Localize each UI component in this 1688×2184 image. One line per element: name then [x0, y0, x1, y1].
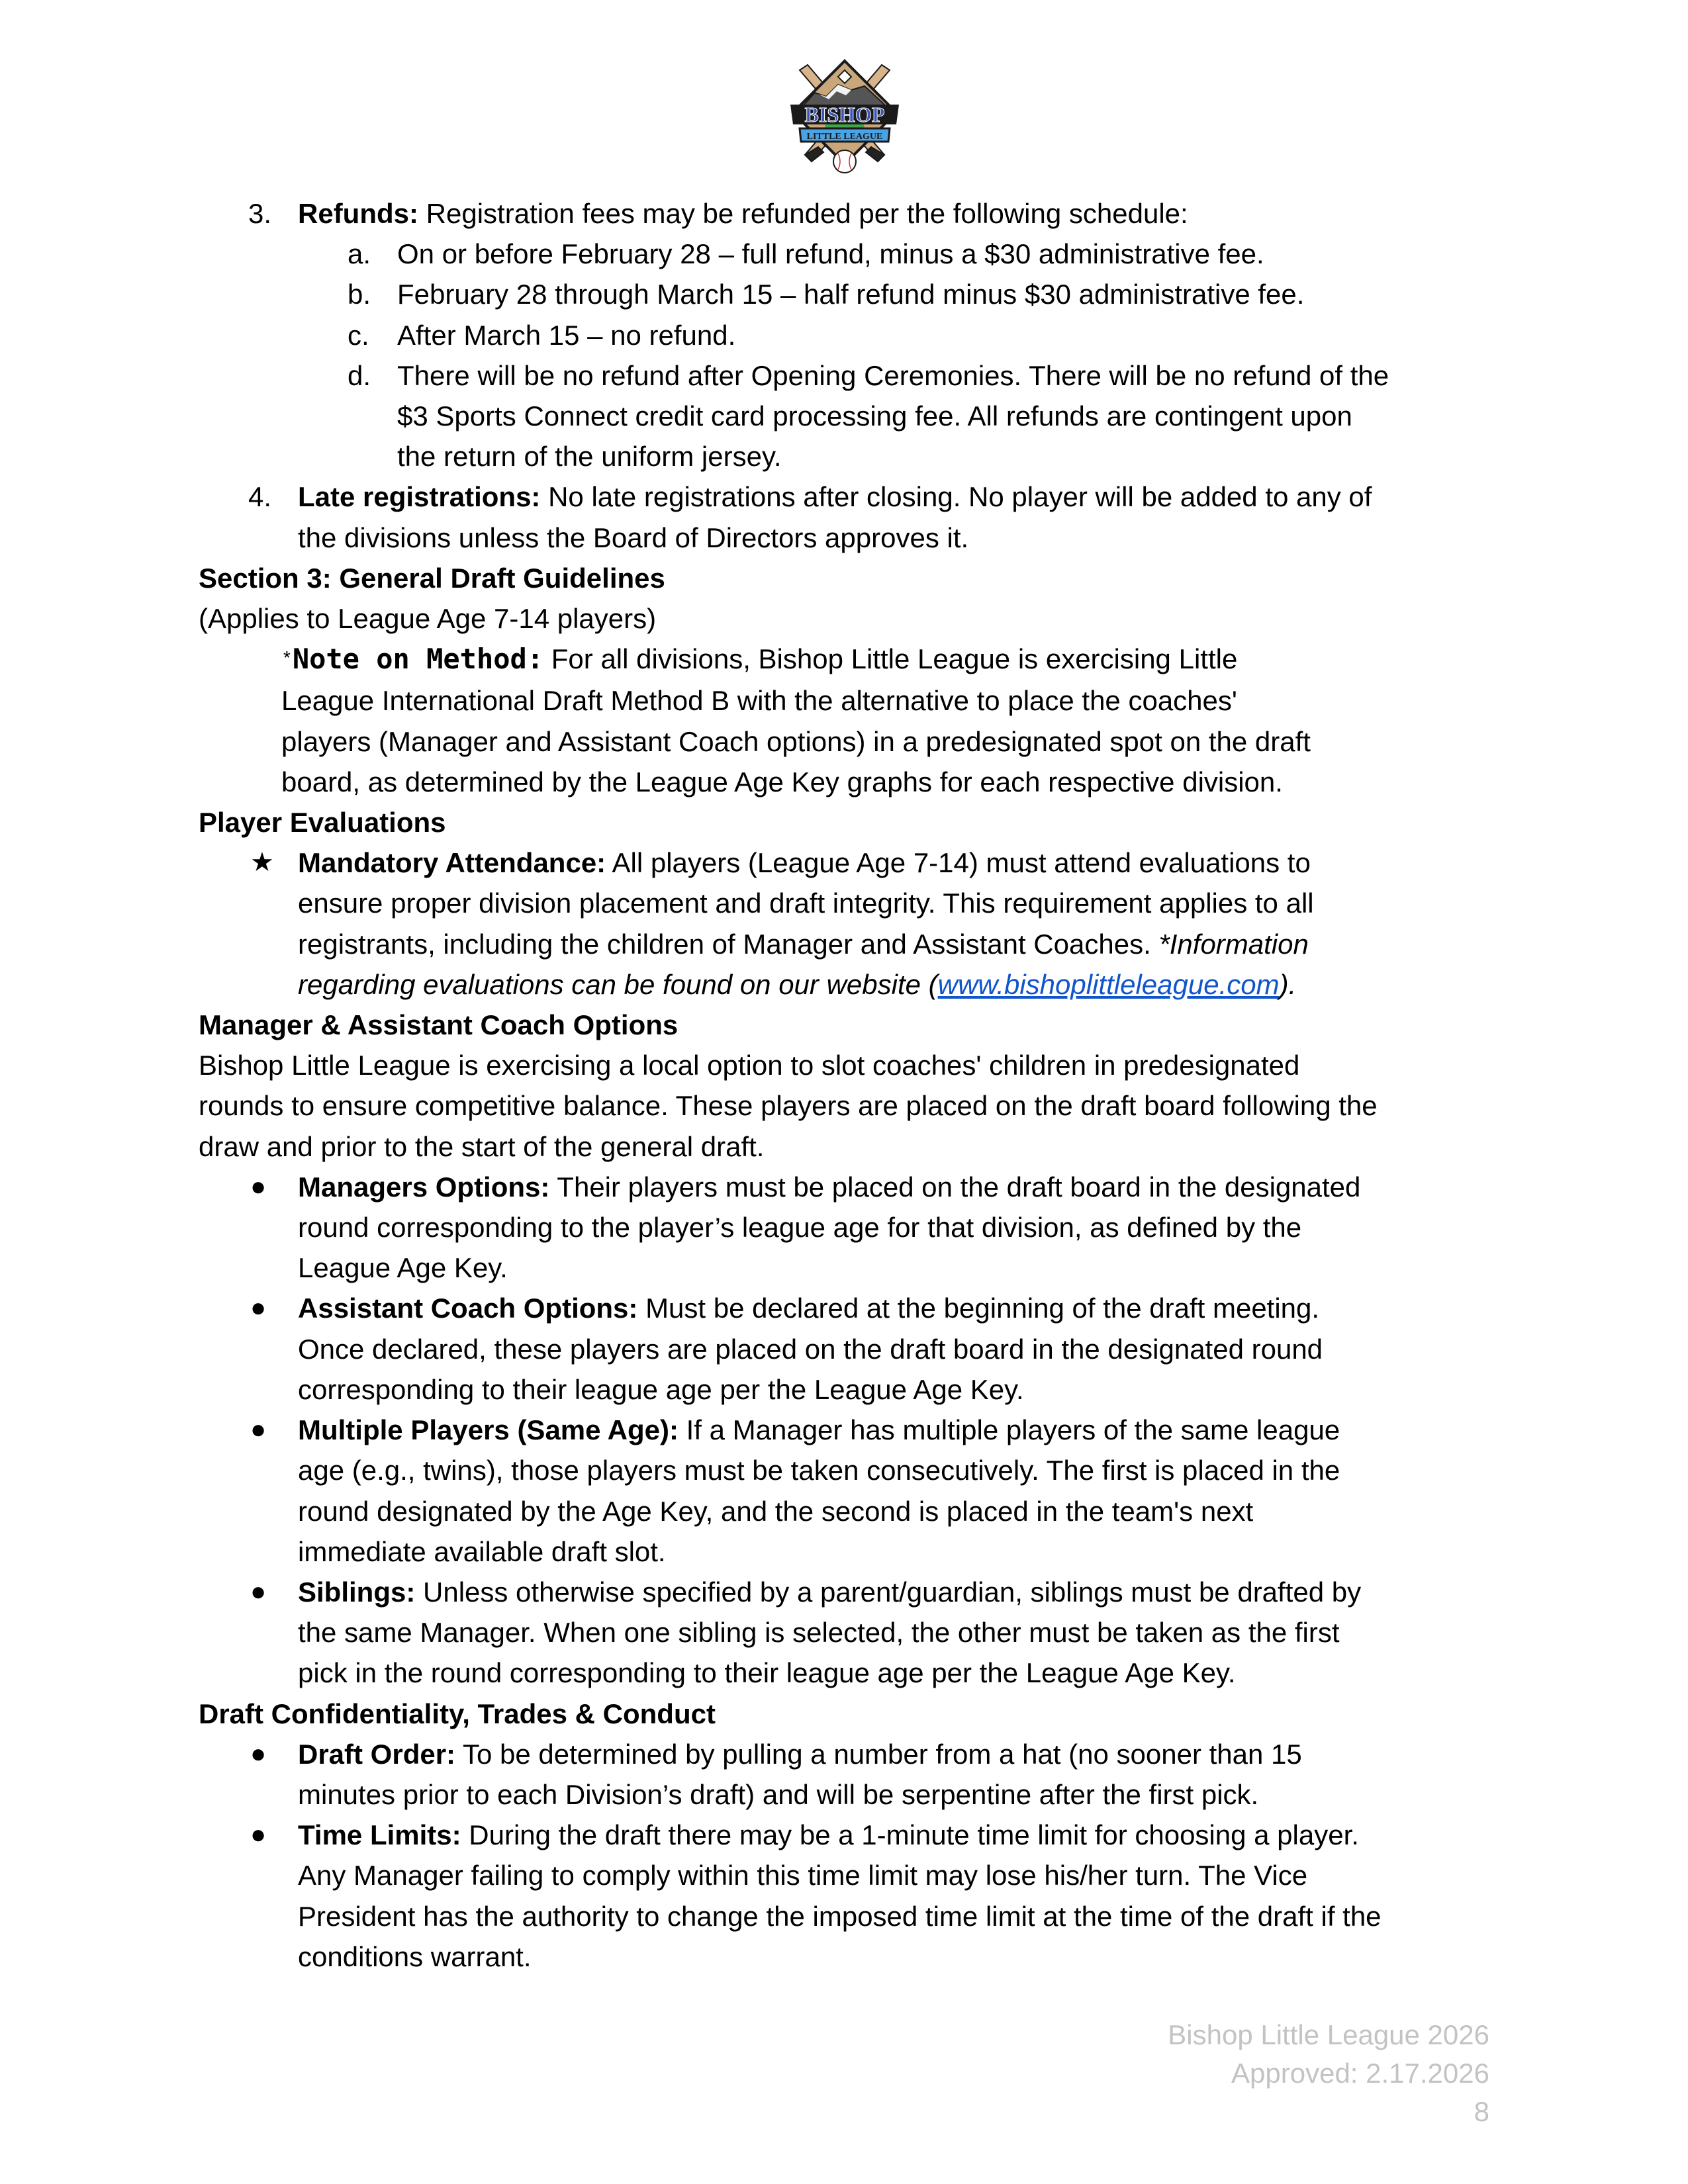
coach-options-intro: Bishop Little League is exercising a local option to slot coaches' children in predesignated	[199, 1050, 1300, 1081]
refunds-label: Refunds:	[298, 198, 418, 229]
refund-text: February 28 through March 15 – half refund minus $30 administrative fee.	[397, 279, 1305, 310]
page-number: 8	[1474, 2096, 1489, 2127]
note-label: Note on Method:	[292, 643, 544, 676]
evaluations-text: registrants, including the children of Manager and Assistant Coaches.	[298, 928, 1159, 960]
bullet-text: minutes prior to each Division’s draft) and will be serpentine after the first pick.	[298, 1778, 1259, 1810]
bullet-text: Unless otherwise specified by a parent/guardian, siblings must be drafted by	[415, 1576, 1362, 1608]
refund-text: There will be no refund after Opening Ceremonies. There will be no refund of the	[397, 359, 1389, 391]
footer-approved-date: Approved: 2.17.2026	[1231, 2058, 1489, 2089]
bullet-icon: ●	[250, 1576, 267, 1606]
svg-text:LITTLE LEAGUE: LITTLE LEAGUE	[806, 132, 883, 142]
draft-order-item	[199, 1734, 1496, 1815]
evaluations-italic-text: regarding evaluations can be found on our website (	[298, 968, 938, 1000]
bullet-text: League Age Key.	[298, 1252, 508, 1284]
page-content	[199, 193, 1496, 1977]
refund-text: the return of the uniform jersey.	[397, 441, 782, 473]
player-evaluations-heading: Player Evaluations	[199, 807, 446, 839]
svg-text:BISHOP: BISHOP	[804, 103, 885, 126]
time-limits-item	[199, 1815, 1496, 1977]
bullet-text: Any Manager failing to comply within this time limit may lose his/her turn. The Vice	[298, 1860, 1308, 1891]
star-icon: ★	[250, 848, 274, 878]
bullet-label: Managers Options:	[298, 1171, 550, 1203]
refund-item-a	[199, 234, 1496, 274]
bullet-text: round designated by the Age Key, and the second is placed in the team's next	[298, 1495, 1254, 1527]
refund-item-c	[199, 315, 1496, 355]
bullet-text: To be determined by pulling a number from a hat (no sooner than 15	[455, 1738, 1302, 1770]
refund-item-b	[199, 274, 1496, 314]
bullet-icon: ●	[250, 1820, 267, 1850]
bullet-icon: ●	[250, 1739, 267, 1768]
list-number: 4.	[248, 481, 272, 513]
draft-conduct-heading: Draft Confidentiality, Trades & Conduct	[199, 1698, 716, 1729]
evaluations-italic-text: *Information	[1158, 928, 1309, 960]
note-text: For all divisions, Bishop Little League is exercising Little	[543, 643, 1238, 675]
bullet-label: Siblings:	[298, 1576, 416, 1608]
bishop-little-league-logo	[785, 56, 904, 176]
refund-text: On or before February 28 – full refund, minus a $30 administrative fee.	[397, 238, 1264, 270]
late-text: the divisions unless the Board of Directors approves it.	[298, 522, 969, 553]
bullet-text: conditions warrant.	[298, 1940, 532, 1972]
bullet-label: Multiple Players (Same Age):	[298, 1414, 679, 1446]
list-marker: c.	[348, 319, 369, 351]
multiple-players-item	[199, 1410, 1496, 1572]
bullet-label: Draft Order:	[298, 1738, 456, 1770]
refund-item-d	[199, 355, 1496, 477]
bullet-text: the same Manager. When one sibling is selected, the other must be taken as the first	[298, 1617, 1340, 1649]
refund-text: $3 Sports Connect credit card processing fee. All refunds are contingent upon	[397, 400, 1352, 432]
website-link[interactable]: www.bishoplittleleague.com	[937, 968, 1280, 1000]
late-label: Late registrations:	[298, 481, 541, 513]
evaluations-text: All players (League Age 7-14) must attend evaluations to	[606, 847, 1311, 879]
bullet-label: Assistant Coach Options:	[298, 1293, 638, 1324]
evaluations-text: ensure proper division placement and draft integrity. This requirement applies to all	[298, 887, 1314, 919]
assistant-coach-options-item	[199, 1288, 1496, 1410]
bullet-text: President has the authority to change the imposed time limit at the time of the draft if the	[298, 1900, 1382, 1932]
note-text: League International Draft Method B with the alternative to place the coaches'	[281, 685, 1237, 717]
section-3-heading: Section 3: General Draft Guidelines	[199, 562, 665, 594]
coach-options-intro: rounds to ensure competitive balance. These players are placed on the draft board following the	[199, 1090, 1378, 1122]
asterisk-icon: *	[281, 650, 293, 671]
managers-options-item	[199, 1167, 1496, 1289]
list-marker: a.	[348, 238, 371, 270]
note-text: players (Manager and Assistant Coach options) in a predesignated spot on the draft	[281, 725, 1311, 757]
bullet-text: round corresponding to the player’s league age for that division, as defined by the	[298, 1212, 1302, 1244]
applies-note: (Applies to League Age 7-14 players)	[199, 603, 657, 635]
coach-options-intro: draw and prior to the start of the general draft.	[199, 1130, 765, 1162]
refund-text: After March 15 – no refund.	[397, 319, 736, 351]
bullet-icon: ●	[250, 1415, 267, 1445]
mandatory-attendance-item	[199, 842, 1496, 1005]
bullet-text: Their players must be placed on the draft board in the designated	[549, 1171, 1361, 1203]
bullet-icon: ●	[250, 1171, 267, 1201]
mandatory-label: Mandatory Attendance:	[298, 847, 606, 879]
bullet-text: If a Manager has multiple players of the same league	[678, 1414, 1340, 1446]
late-text: No late registrations after closing. No player will be added to any of	[540, 481, 1372, 513]
list-marker: d.	[348, 359, 371, 391]
bullet-text: immediate available draft slot.	[298, 1535, 666, 1567]
refunds-text: Registration fees may be refunded per the following schedule:	[418, 198, 1188, 229]
bullet-text: age (e.g., twins), those players must be taken consecutively. The first is placed in the	[298, 1455, 1340, 1486]
bullet-text: Must be declared at the beginning of the draft meeting.	[637, 1293, 1320, 1324]
note-on-method	[199, 639, 1496, 802]
bullet-label: Time Limits:	[298, 1819, 461, 1851]
footer-league-year: Bishop Little League 2026	[1168, 2019, 1489, 2050]
page-footer	[1168, 2016, 1489, 2131]
bullet-icon: ●	[250, 1293, 267, 1323]
bullet-text: pick in the round corresponding to their league age per the League Age Key.	[298, 1657, 1236, 1689]
siblings-item	[199, 1572, 1496, 1694]
refunds-item	[199, 193, 1496, 234]
bullet-text: corresponding to their league age per the League Age Key.	[298, 1373, 1024, 1405]
bullet-text: During the draft there may be a 1-minute time limit for choosing a player.	[461, 1819, 1359, 1851]
coach-options-heading: Manager & Assistant Coach Options	[199, 1009, 679, 1041]
evaluations-italic-text: ).	[1279, 968, 1297, 1000]
list-number: 3.	[248, 198, 272, 229]
list-marker: b.	[348, 279, 371, 310]
baseball-logo-icon	[785, 56, 904, 176]
note-text: board, as determined by the League Age Key graphs for each respective division.	[281, 766, 1283, 797]
bullet-text: Once declared, these players are placed on the draft board in the designated round	[298, 1333, 1323, 1365]
late-registrations-item	[199, 477, 1496, 557]
